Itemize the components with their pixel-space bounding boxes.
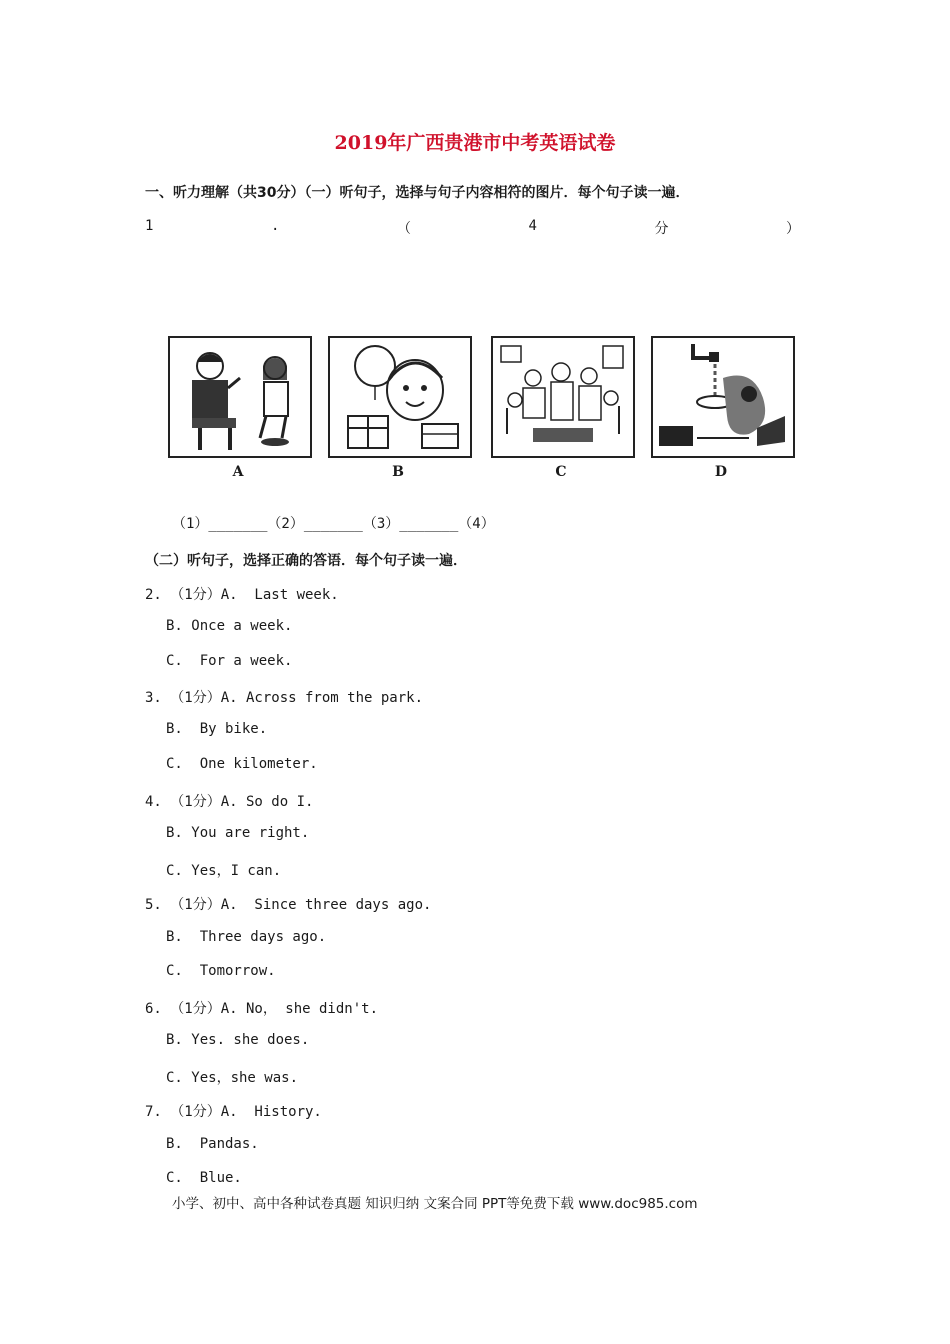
question-5-option-c[interactable]: C. Tomorrow.	[166, 963, 276, 979]
section-listening-heading: 一、听力理解（共30分）（一）听句子，选择与句子内容相符的图片．每个句子读一遍．	[145, 185, 690, 201]
picture-label-a: A	[232, 464, 244, 480]
question-3-option-c[interactable]: C. One kilometer.	[166, 756, 318, 772]
question-6-option-b[interactable]: B. Yes. she does.	[166, 1032, 310, 1048]
question-7-option-c[interactable]: C. Blue.	[166, 1170, 242, 1186]
two-people-talking-picture	[168, 336, 312, 458]
question-3: 3. （1分）A. Across from the park.	[145, 690, 424, 706]
question-7-option-b[interactable]: B. Pandas.	[166, 1136, 259, 1152]
question-3-option-b[interactable]: B. By bike.	[166, 721, 268, 737]
question-2-option-c[interactable]: C. For a week.	[166, 653, 293, 669]
question-5-option-b[interactable]: B. Three days ago.	[166, 929, 327, 945]
picture-label-b: B	[392, 464, 404, 480]
item-1-number: 1	[145, 218, 154, 234]
question-4-option-b[interactable]: B. You are right.	[166, 825, 310, 841]
question-2: 2. （1分）A. Last week.	[145, 587, 339, 603]
question-4-option-c[interactable]: C. Yes，I can.	[166, 863, 282, 879]
picture-label-d: D	[714, 464, 728, 480]
section-answers-heading: （二）听句子，选择正确的答语．每个句子读一遍．	[145, 553, 467, 569]
family-gathering-picture	[491, 336, 635, 458]
water-waste-picture	[651, 336, 795, 458]
question-6: 6. （1分）A. No， she didn't.	[145, 1001, 379, 1017]
picture-label-c: C	[555, 464, 567, 480]
item-1-points: 4	[528, 218, 537, 234]
girl-with-gifts-and-cake-picture	[328, 336, 472, 458]
footer-watermark: 小学、初中、高中各种试卷真题 知识归纳 文案合同 PPT等免费下载 www.doc985.com	[172, 1196, 698, 1212]
page-title: 2019年广西贵港市中考英语试卷	[334, 132, 616, 154]
item-1-unit: 分	[654, 221, 669, 237]
question-2-option-b[interactable]: B. Once a week.	[166, 618, 293, 634]
question-7: 7. （1分）A. History.	[145, 1104, 322, 1120]
question-6-option-c[interactable]: C. Yes，she was.	[166, 1070, 299, 1086]
question-5: 5. （1分）A. Since three days ago.	[145, 897, 432, 913]
item-1-answer-blanks[interactable]: （1）_______（2）_______（3）_______（4）	[172, 516, 495, 532]
question-4: 4. （1分）A. So do I.	[145, 794, 314, 810]
picture-options	[168, 330, 793, 480]
item-1-dot: .	[270, 218, 280, 234]
item-1-open-paren: （	[396, 221, 411, 237]
item-1-close-paren: ）	[785, 221, 800, 237]
item-1-row	[145, 218, 800, 238]
